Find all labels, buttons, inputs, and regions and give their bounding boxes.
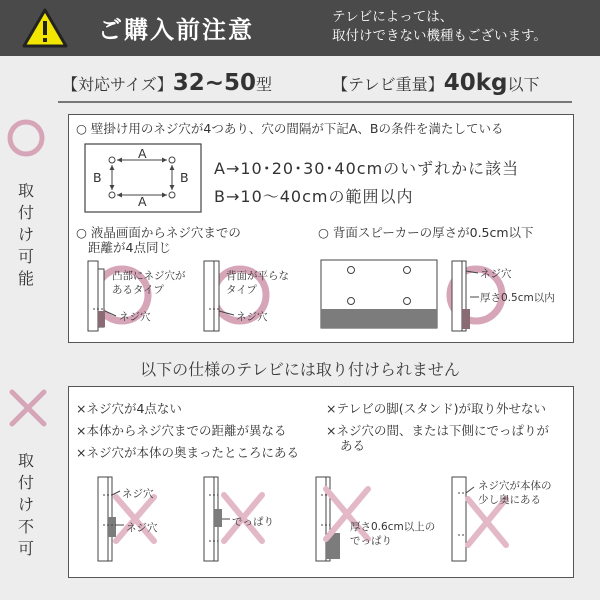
ok-fig1-line1: 凸部にネジ穴が xyxy=(112,270,186,282)
ng-fig4-line2: 少し奥にある xyxy=(478,494,541,506)
diagram-b-left: B xyxy=(93,170,102,185)
rule-a: A→10･20･30･40cmのいずれかに該当 xyxy=(214,159,520,178)
ng-fig3-line1: 厚さ0.6cm以上の xyxy=(350,521,436,533)
ng-label-char: け xyxy=(17,495,34,514)
ok-label-char: 取 xyxy=(17,181,34,200)
ok-condition-1: ○ 壁掛け用のネジ穴が4つあり、穴の間隔が下記A、Bの条件を満たしている xyxy=(76,121,504,136)
rule-b: B→10～40cmの範囲以内 xyxy=(214,187,414,206)
ng-label-char: 可 xyxy=(17,539,34,558)
ok-label-char: 可 xyxy=(17,247,34,266)
size-spec xyxy=(62,70,272,96)
diagram-a-top: A xyxy=(138,146,147,161)
ng-item-1: ×ネジ穴が4点ない xyxy=(76,401,182,416)
circle-mark-icon xyxy=(6,118,46,158)
diagram-a-bottom: A xyxy=(138,194,147,209)
ok-fig2-line1: 背面が平らな xyxy=(226,270,289,282)
ok-condition-2-line2: 距離が4点同じ xyxy=(88,240,171,255)
cross-mark-icon xyxy=(8,388,48,428)
spec-underline xyxy=(58,101,572,103)
weight-spec xyxy=(332,70,539,96)
ng-label-char: 不 xyxy=(17,517,34,536)
ok-label-char: 付 xyxy=(17,203,34,222)
ok-fig1-screw: ネジ穴 xyxy=(119,311,151,323)
ok-fig4-screw: ネジ穴 xyxy=(480,268,512,280)
ok-condition-2-line1: ○ 液晶画面からネジ穴までの xyxy=(76,225,241,240)
warning-triangle-icon xyxy=(22,8,68,48)
ok-fig-rear-speaker xyxy=(320,259,438,331)
ng-side-label xyxy=(16,450,36,560)
ok-fig1-line2: あるタイプ xyxy=(112,284,164,296)
header-note-line1: テレビによっては、 xyxy=(332,9,454,25)
ng-item-5-line2: ある xyxy=(340,438,366,453)
ok-label-char: 能 xyxy=(17,269,34,288)
ng-heading: 以下の仕様のテレビには取り付けられません xyxy=(140,360,460,379)
diagram-b-right: B xyxy=(180,170,189,185)
ng-fig3-line2: でっぱり xyxy=(350,535,392,547)
ng-fig1-top: ネジ穴 xyxy=(122,488,154,500)
ok-label-char: け xyxy=(17,225,34,244)
ng-fig1-bottom: ネジ穴 xyxy=(126,522,158,534)
ok-condition-3: ○ 背面スピーカーの厚さが0.5cm以下 xyxy=(318,225,534,240)
header-note-line2: 取付けできない機種もございます。 xyxy=(332,28,547,44)
size-value: 32~50 xyxy=(172,70,257,96)
ok-fig2-line2: タイプ xyxy=(226,284,257,296)
ng-item-2: ×本体からネジ穴までの距離が異なる xyxy=(76,423,287,438)
weight-label: 【テレビ重量】 xyxy=(332,75,444,94)
page-title: ご購入前注意 xyxy=(98,16,254,44)
ng-label-char: 付 xyxy=(17,473,34,492)
ok-fig4-thickness: 厚さ0.5cm以内 xyxy=(480,292,555,304)
weight-unit: 以下 xyxy=(507,75,540,94)
size-label: 【対応サイズ】 xyxy=(62,75,173,94)
ok-side-label xyxy=(16,180,36,290)
header-note xyxy=(332,8,547,46)
size-unit: 型 xyxy=(256,75,273,94)
ng-item-4: ×テレビの脚(スタンド)が取り外せない xyxy=(326,401,546,416)
ok-fig2-screw: ネジ穴 xyxy=(236,311,268,323)
ng-item-5-line1: ×ネジ穴の間、または下側にでっぱりが xyxy=(326,423,549,438)
ng-label-char: 取 xyxy=(17,451,34,470)
ng-fig4-line1: ネジ穴が本体の xyxy=(478,480,552,492)
weight-value: 40kg xyxy=(443,70,508,96)
ng-fig2-label: でっぱり xyxy=(232,516,274,528)
ng-item-3: ×ネジ穴が本体の奥まったところにある xyxy=(76,445,299,460)
